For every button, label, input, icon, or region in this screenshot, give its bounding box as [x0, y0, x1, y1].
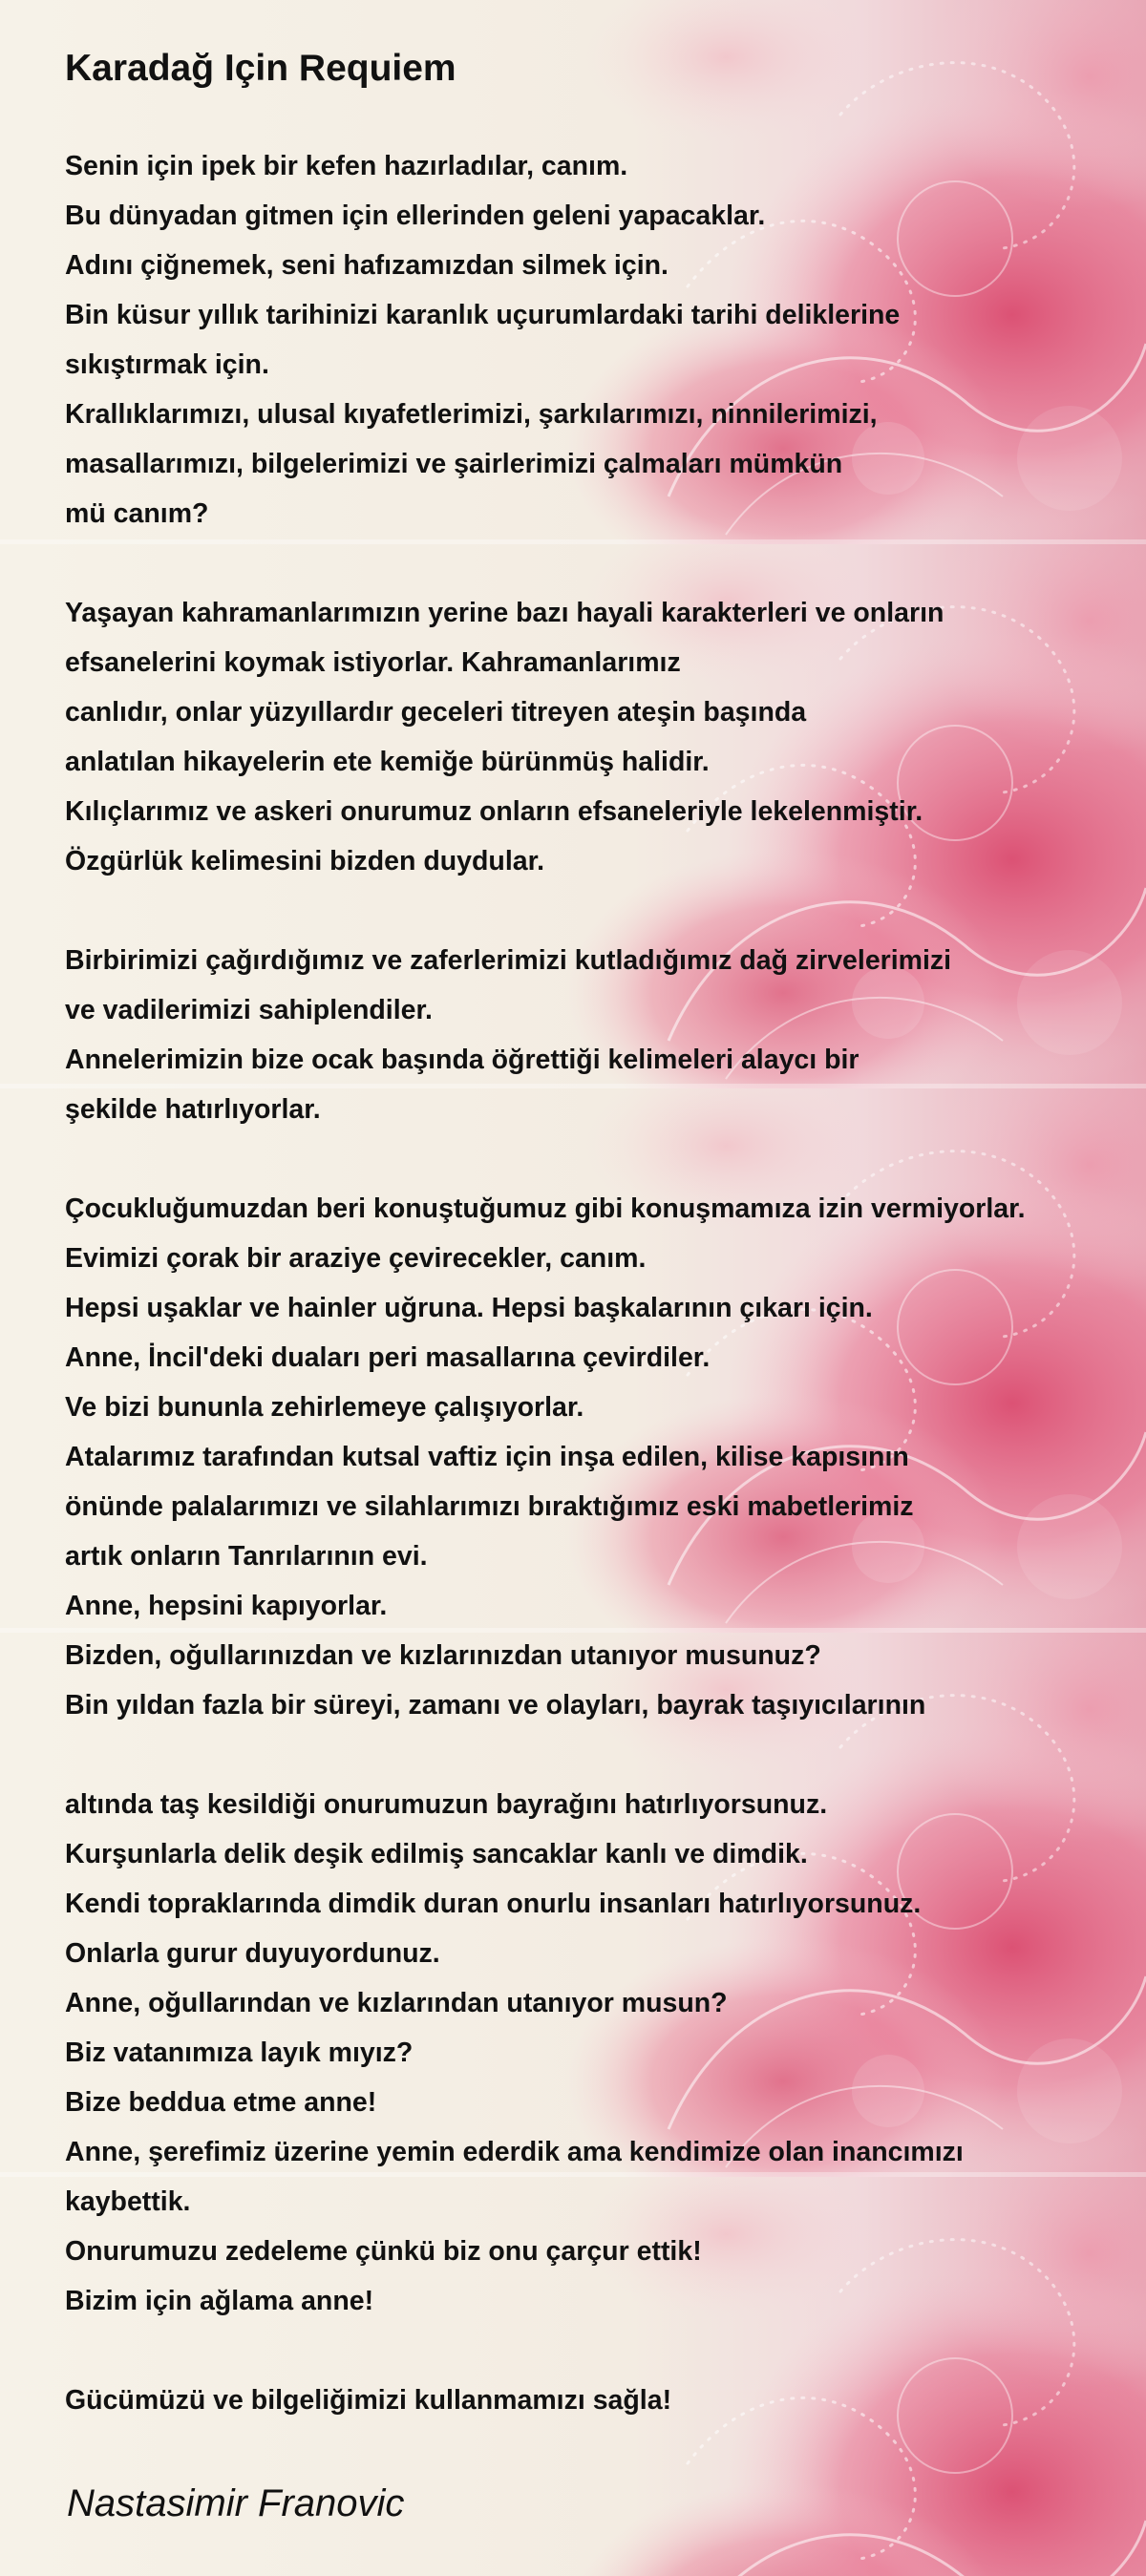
poem-line: Çocukluğumuzdan beri konuştuğumuz gibi konuşmamıza izin vermiyorlar.: [65, 1193, 1026, 1224]
poem-line: Adını çiğnemek, seni hafızamızdan silmek için.: [65, 250, 668, 281]
poem-line: sıkıştırmak için.: [65, 349, 269, 380]
poem-line: Bin küsur yıllık tarihinizi karanlık uçurumlardaki tarihi deliklerine: [65, 300, 901, 330]
poem-line: Biz vatanımıza layık mıyız?: [65, 2038, 414, 2068]
poem-line: mü canım?: [65, 498, 209, 529]
poem-line: Anne, oğullarından ve kızlarından utanıyor musun?: [65, 1988, 728, 2018]
poem-line: önünde palalarımızı ve silahlarımızı bıraktığımız eski mabetlerimiz: [65, 1491, 914, 1522]
poem-line: Gücümüzü ve bilgeliğimizi kullanmamızı sağla!: [65, 2385, 672, 2416]
poem-title: Karadağ Için Requiem: [65, 48, 456, 89]
poem-line: Atalarımız tarafından kutsal vaftiz için inşa edilen, kilise kapısının: [65, 1442, 909, 1472]
poem-line: Evimizi çorak bir araziye çevirecekler, canım.: [65, 1243, 647, 1274]
poem-line: Bizden, oğullarınızdan ve kızlarınızdan utanıyor musunuz?: [65, 1640, 821, 1671]
poem-line: Kılıçlarımız ve askeri onurumuz onların efsaneleriyle lekelenmiştir.: [65, 796, 923, 827]
poem-line: Kurşunlarla delik deşik edilmiş sancaklar kanlı ve dimdik.: [65, 1839, 808, 1869]
poem-line: Krallıklarımızı, ulusal kıyafetlerimizi, şarkılarımızı, ninnilerimizi,: [65, 399, 878, 430]
poem-line: Onurumuzu zedeleme çünkü biz onu çarçur ettik!: [65, 2236, 702, 2267]
poem-line: anlatılan hikayelerin ete kemiğe bürünmüş halidir.: [65, 747, 710, 777]
poem-line: Yaşayan kahramanlarımızın yerine bazı hayali karakterleri ve onların: [65, 598, 944, 628]
poem-line: Senin için ipek bir kefen hazırladılar, canım.: [65, 151, 628, 181]
poem-line: Annelerimizin bize ocak başında öğrettiği kelimeleri alaycı bir: [65, 1045, 860, 1075]
poem-line: canlıdır, onlar yüzyıllardır geceleri titreyen ateşin başında: [65, 697, 807, 728]
poem-line: artık onların Tanrılarının evi.: [65, 1541, 428, 1572]
poem-line: Onlarla gurur duyuyordunuz.: [65, 1938, 440, 1969]
poem-author: Nastasimir Franovic: [67, 2482, 405, 2524]
poem-line: ve vadilerimizi sahiplendiler.: [65, 995, 433, 1025]
poem-line: Birbirimizi çağırdığımız ve zaferlerimizi kutladığımız dağ zirvelerimizi: [65, 945, 952, 976]
poem-line: Bizim için ağlama anne!: [65, 2286, 374, 2316]
poem-line: Anne, şerefimiz üzerine yemin ederdik ama kendimize olan inancımızı: [65, 2137, 964, 2167]
poem-line: efsanelerini koymak istiyorlar. Kahramanlarımız: [65, 647, 681, 678]
poem-line: Bize beddua etme anne!: [65, 2087, 377, 2118]
poem-line: Özgürlük kelimesini bizden duydular.: [65, 846, 545, 876]
poem-line: Hepsi uşaklar ve hainler uğruna. Hepsi başkalarının çıkarı için.: [65, 1293, 873, 1323]
poem-line: masallarımızı, bilgelerimizi ve şairlerimizi çalmaları mümkün: [65, 449, 843, 479]
poem-line: şekilde hatırlıyorlar.: [65, 1094, 321, 1125]
poem-line: Bin yıldan fazla bir süreyi, zamanı ve olayları, bayrak taşıyıcılarının: [65, 1690, 926, 1721]
poem-line: Anne, hepsini kapıyorlar.: [65, 1591, 388, 1621]
poem-line: Kendi topraklarında dimdik duran onurlu insanları hatırlıyorsunuz.: [65, 1889, 922, 1919]
poem-line: Ve bizi bununla zehirlemeye çalışıyorlar.: [65, 1392, 584, 1423]
poem-line: Anne, İncil'deki duaları peri masallarına çevirdiler.: [65, 1342, 711, 1373]
poem-line: altında taş kesildiği onurumuzun bayrağını hatırlıyorsunuz.: [65, 1789, 828, 1820]
poem-line: kaybettik.: [65, 2186, 191, 2217]
poem-line: Bu dünyadan gitmen için ellerinden geleni yapacaklar.: [65, 201, 766, 231]
